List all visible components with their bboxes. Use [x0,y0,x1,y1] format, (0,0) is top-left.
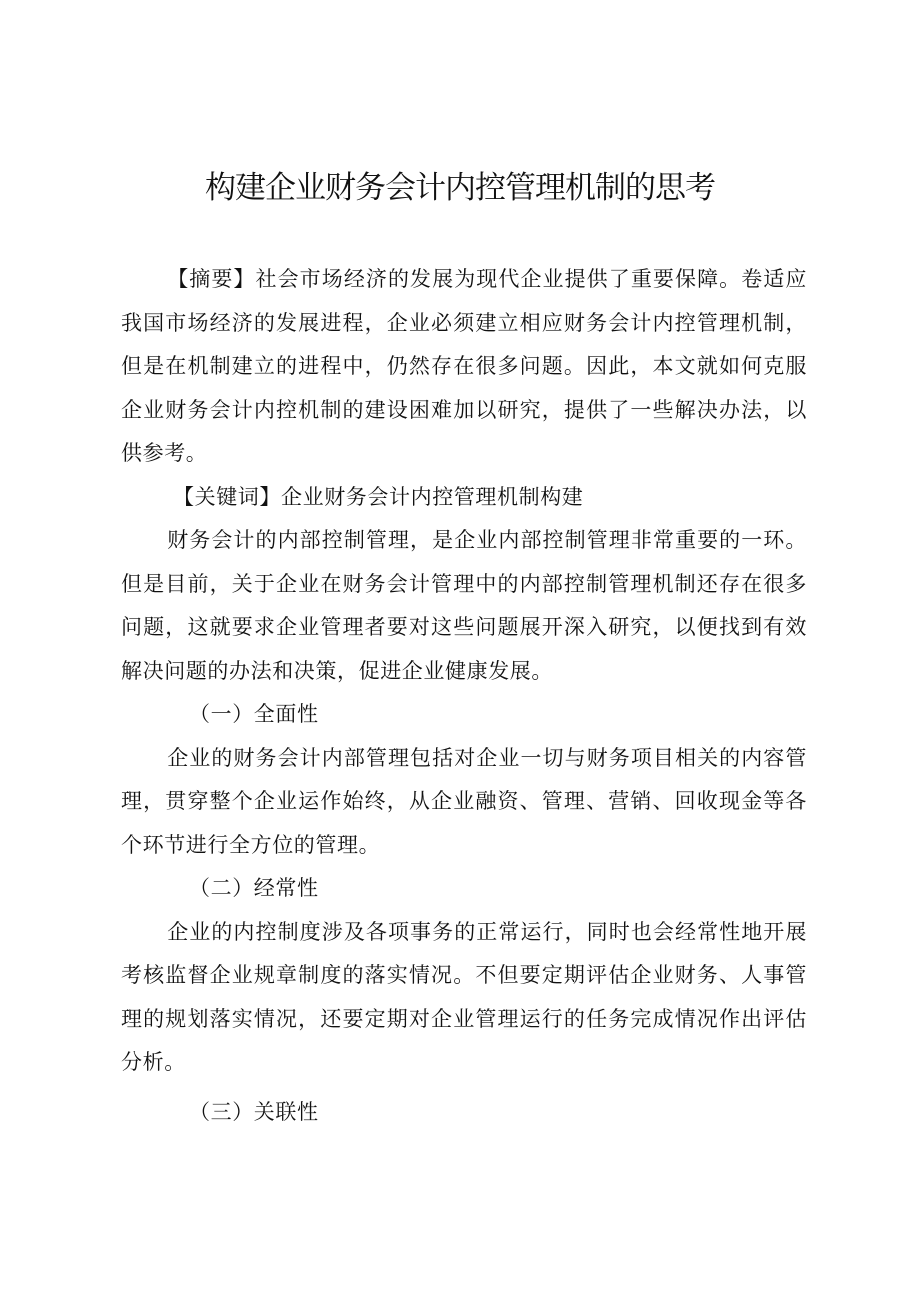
section-heading-regular: （二）经常性 [189,876,319,900]
document-title: 构建企业财务会计内控管理机制的思考 [205,170,715,206]
keywords-line: 【关键词】企业财务会计内控管理机制构建 [173,484,584,509]
intro-paragraph: 财务会计的内部控制管理，是企业内部控制管理非常重要的一环。但是目前，关于企业在财务会计管理中的内部控制管理机制还存在很多问题，这就要求企业管理者要对这些问题展开深入研究，以便找到有效解决问题的办法和决策，促进企业健康发展。 [121,528,807,683]
section-heading-comprehensive: （一）全面性 [189,702,319,726]
document-body [121,258,807,1134]
section-body-comprehensive: 企业的财务会计内部管理包括对企业一切与财务项目相关的内容管理，贯穿整个企业运作始终，从企业融资、管理、营销、回收现金等各个环节进行全方位的管理。 [121,745,807,857]
section-heading-relevance: （三）关联性 [189,1099,319,1124]
section-body-regular: 企业的内控制度涉及各项事务的正常运行，同时也会经常性地开展考核监督企业规章制度的落实情况。不但要定期评估企业财务、人事管理的规划落实情况，还要定期对企业管理运行的任务完成情况作出评估分析。 [121,919,807,1074]
abstract-paragraph: 【摘要】社会市场经济的发展为现代企业提供了重要保障。卷适应我国市场经济的发展进程，企业必须建立相应财务会计内控管理机制，但是在机制建立的进程中，仍然存在很多问题。因此，本文就如何克服企业财务会计内控机制的建设困难加以研究，提供了一些解决办法，以供参考。 [121,267,807,465]
